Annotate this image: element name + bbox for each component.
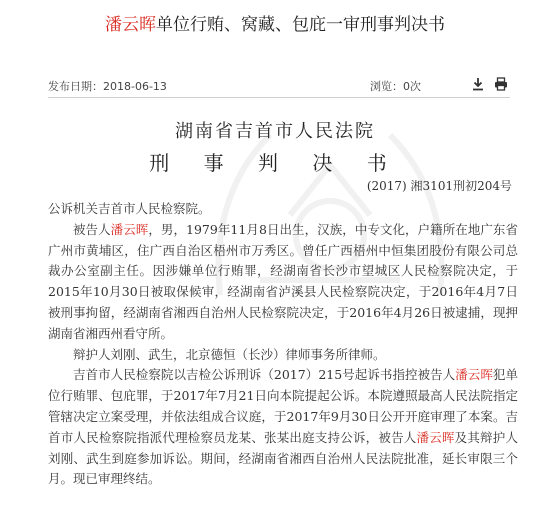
defendant-name: 潘云晖 (416, 429, 455, 445)
print-icon[interactable] (494, 77, 508, 91)
page-title (0, 10, 550, 35)
judgment-body (48, 199, 518, 490)
paragraph-proceedings (48, 365, 518, 490)
meta-bar (48, 78, 508, 96)
defendant-name: 潘云晖 (110, 221, 149, 237)
view-count: 浏览：0次 (370, 80, 421, 93)
title-rest: 单位行贿、窝藏、包庇一审刑事判决书 (156, 15, 445, 35)
download-icon[interactable] (471, 77, 485, 91)
paragraph-text: 犯单位行贿罪、包庇罪，于2017年7月21日向本院提起公诉。本院遵照最高人民法院指定管辖决定立案受理，并依法组成合议庭，于2017年9月30日公开开庭审理了本案。吉首市人民检察院指派代理检察员龙某、张某出庭支持公诉，被告人 (48, 367, 518, 445)
case-number: (2017) 湘3101刑初204号 (366, 179, 512, 193)
paragraph-text: 吉首市人民检察院以吉检公诉刑诉（2017）215号起诉书指控被告人 (73, 367, 456, 383)
title-highlight: 潘云晖 (105, 15, 156, 35)
publish-date: 发布日期：2018-06-13 (48, 80, 167, 93)
paragraph-defendant (48, 220, 518, 345)
defendant-name: 潘云晖 (455, 367, 493, 383)
paragraph-text: 被告人 (73, 221, 111, 237)
court-name: 湖南省吉首市人民法院 (175, 121, 375, 142)
action-icons (465, 77, 509, 94)
paragraph-text: ，男，1979年11月8日出生，汉族，中专文化，户籍所在地广东省广州市黄埔区，住广西自治区梧州市万秀区。曾任广西梧州中恒集团股份有限公司总裁办公室副主任。因涉嫌单位行贿罪，经湖南省长沙市望城区人民检察院决定，于2015年10月30日被取保候审，经湖南省泸溪县人民检察院决定，于2016年4月7日被刑事拘留，经湖南省湘西自治州人民检察院决定，于2016年4月26日被逮捕，现押湖南省湘西州看守所。 (48, 221, 518, 341)
paragraph-text: 及其辩护人刘刚、武生到庭参加诉讼。期间，经湖南省湘西自治州人民法院批准，延长审限三个月。现已审理终结。 (48, 429, 518, 487)
paragraph-prosecutor: 公诉机关吉首市人民检察院。 (48, 201, 211, 216)
paragraph-defense-counsel: 辩护人刘刚、武生，北京德恒（长沙）律师事务所律师。 (73, 346, 386, 362)
document-type: 刑 事 判 决 书 (149, 151, 401, 175)
divider (48, 97, 510, 98)
